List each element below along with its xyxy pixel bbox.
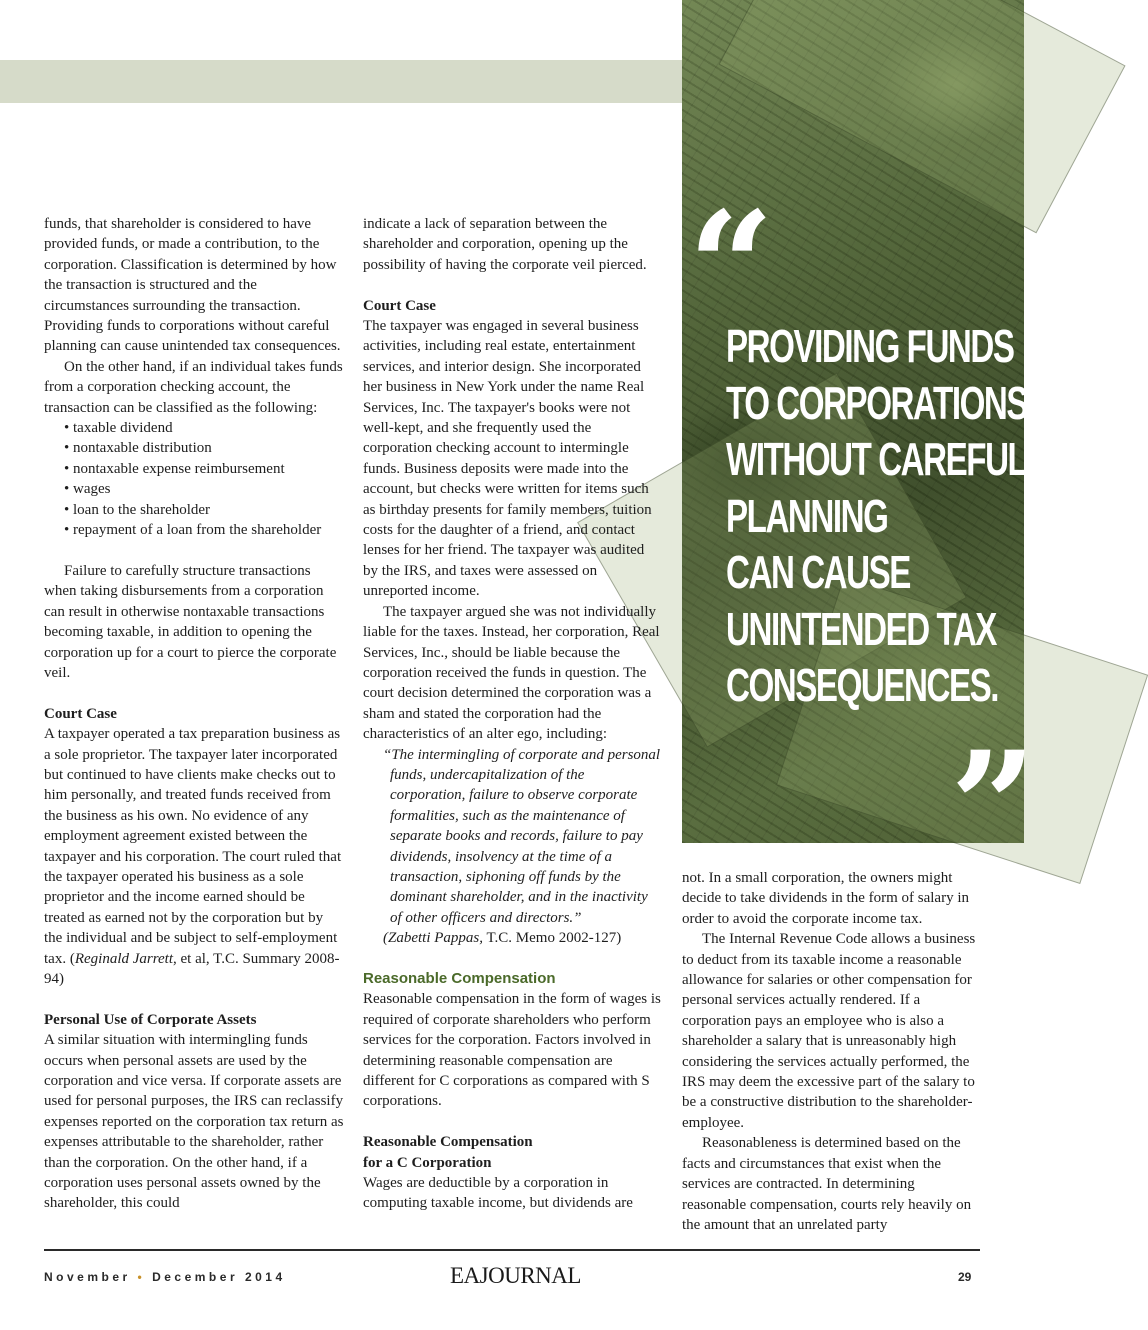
journal-logo: EAJOURNAL xyxy=(450,1263,581,1288)
pull-quote-line: WITHOUT CAREFUL xyxy=(726,433,1027,485)
pull-quote-line: PROVIDING FUNDS xyxy=(726,320,1014,372)
close-quote-icon: ” xyxy=(950,719,1037,895)
list-item: • repayment of a loan from the shareholder xyxy=(64,520,344,540)
paragraph: Failure to carefully structure transactions when taking disbursements from a corporation can result in otherwise nontaxable transactions becoming taxable, in addition to opening the corporation up for a court to pierce the corporate veil. xyxy=(44,562,337,681)
subsection-heading: Reasonable Compensation xyxy=(363,1134,533,1151)
subsection-heading: for a C Corporation xyxy=(363,1154,492,1171)
section-heading: Court Case xyxy=(44,705,117,722)
block-quote: “The intermingling of corporate and personal funds, undercapitalization of the corporation, failure to observe corporate formalities, such as the maintenance of separate books and records, failure to pay dividends, insolvency at the time of a transaction, siphoning off funds by the dominant shareholder, and in the inactivity of other officers and directors.” xyxy=(383,746,661,926)
citation xyxy=(363,928,663,948)
section-heading: Reasonable Compensation xyxy=(363,970,556,987)
list-item: • loan to the shareholder xyxy=(64,500,344,520)
footer-rule xyxy=(44,1249,980,1251)
paragraph: Wages are deductible by a corporation in computing taxable income, but dividends are xyxy=(363,1175,633,1212)
page-number: 29 xyxy=(958,1270,972,1284)
case-name: Reginald Jarrett xyxy=(74,950,174,967)
money-photo xyxy=(682,0,1037,895)
pull-quote-line: CONSEQUENCES. xyxy=(726,659,999,711)
pull-quote xyxy=(726,318,1028,714)
paragraph: The taxpayer argued she was not individually liable for the taxes. Instead, her corporation, Real Services, Inc., should be liable because the corporation received the funds in question. The court decision determined the corporation was a sham and stated the corporation had the characteristics of an alter ego, including: xyxy=(363,603,660,743)
paragraph xyxy=(44,724,344,989)
pull-quote-line: CAN CAUSE xyxy=(726,546,910,598)
paragraph: A similar situation with intermingling funds occurs when personal assets are used by the corporation and vice versa. If corporate assets are used for personal purposes, the IRS can reclassify expenses reported on the corporation tax return as expenses attributable to the shareholder, rather than the corporation. On the other hand, if a corporation uses personal assets owned by the shareholder, this could xyxy=(44,1032,344,1212)
citation-ref: T.C. Memo 2002-127) xyxy=(483,930,622,947)
open-quote-icon: “ xyxy=(688,179,775,355)
issue-month-year: December 2014 xyxy=(152,1270,286,1284)
citation-name: (Zabetti Pappas, xyxy=(383,930,483,947)
list-item: • wages xyxy=(64,479,344,499)
list-item: • nontaxable expense reimbursement xyxy=(64,459,344,479)
list-item: • taxable dividend xyxy=(64,418,344,438)
text-run: A taxpayer operated a tax preparation business as a sole proprietor. The taxpayer later incorporated but continued to have clients make checks out to him personally, and treated funds received from the business as his own. No evidence of any employment agreement existed between the taxpayer and his corporation. The court ruled that the taxpayer operated his business as a sole proprietor and the income earned should be treated as earned not by the corporation but by the individual and be subject to self-employment tax. ( xyxy=(44,726,342,967)
bullet-list xyxy=(44,418,344,540)
header-band xyxy=(0,60,682,103)
pull-quote-line: UNINTENDED TAX xyxy=(726,602,996,655)
paragraph: Reasonable compensation in the form of wages is required of corporate shareholders who perform services for the corporation. Factors involved in determining reasonable compensation are different for C corporations as compared with S corporations. xyxy=(363,991,661,1110)
paragraph: indicate a lack of separation between the shareholder and corporation, opening up the possibility of having the corporate veil pierced. xyxy=(363,216,647,273)
section-heading: Personal Use of Corporate Assets xyxy=(44,1011,257,1028)
issue-month: November xyxy=(44,1270,131,1284)
paragraph: Reasonableness is determined based on the facts and circumstances that exist when the services are contracted. In determining reasonable compensation, courts rely heavily on the amount that an unrelated party xyxy=(682,1135,972,1233)
separator-dot: • xyxy=(137,1270,146,1284)
column-1 xyxy=(44,214,344,1214)
pull-quote-line: TO CORPORATIONS xyxy=(726,376,1028,429)
pull-quote-line: PLANNING xyxy=(726,489,888,542)
paragraph: not. In a small corporation, the owners might decide to take dividends in the form of salary in order to avoid the corporate income tax. xyxy=(682,870,969,927)
paragraph: The Internal Revenue Code allows a business to deduct from its taxable income a reasonable allowance for salaries or other compensation for personal services actually rendered. If a corporation pays an employee who is also a shareholder a salary that is unreasonably high considering the services actually performed, the IRS may deem the excessive part of the salary to be a constructive distribution to the shareholder-employee. xyxy=(682,931,976,1131)
issue-date xyxy=(44,1270,286,1284)
section-heading: Court Case xyxy=(363,297,436,314)
paragraph: funds, that shareholder is considered to have provided funds, or made a contribution, to the corporation. Classification is determined by how the transaction is structured and the circumstances surrounding the transaction. Providing funds to corporations without careful planning can cause unintended tax consequences. xyxy=(44,216,341,355)
text-run: , et al, T.C. Summary 2008-94) xyxy=(44,950,340,987)
column-3 xyxy=(682,868,982,1235)
column-2 xyxy=(363,214,663,1214)
paragraph: The taxpayer was engaged in several business activities, including real estate, entertainment services, and interior design. She incorporated her business in New York under the name Real Services, Inc. The taxpayer's books were not well-kept, and she frequently used the corporation checking account to intermingle funds. Business deposits were made into the account, but checks were written for items such as birthday presents for family members, tuition costs for the daughter of a friend, and contact lenses for her friend. The taxpayer was audited by the IRS, and taxes were assessed on unreported income. xyxy=(363,318,652,600)
paragraph: On the other hand, if an individual takes funds from a corporation checking account, the transaction can be classified as the following: xyxy=(44,358,343,416)
list-item: • nontaxable distribution xyxy=(64,438,344,458)
